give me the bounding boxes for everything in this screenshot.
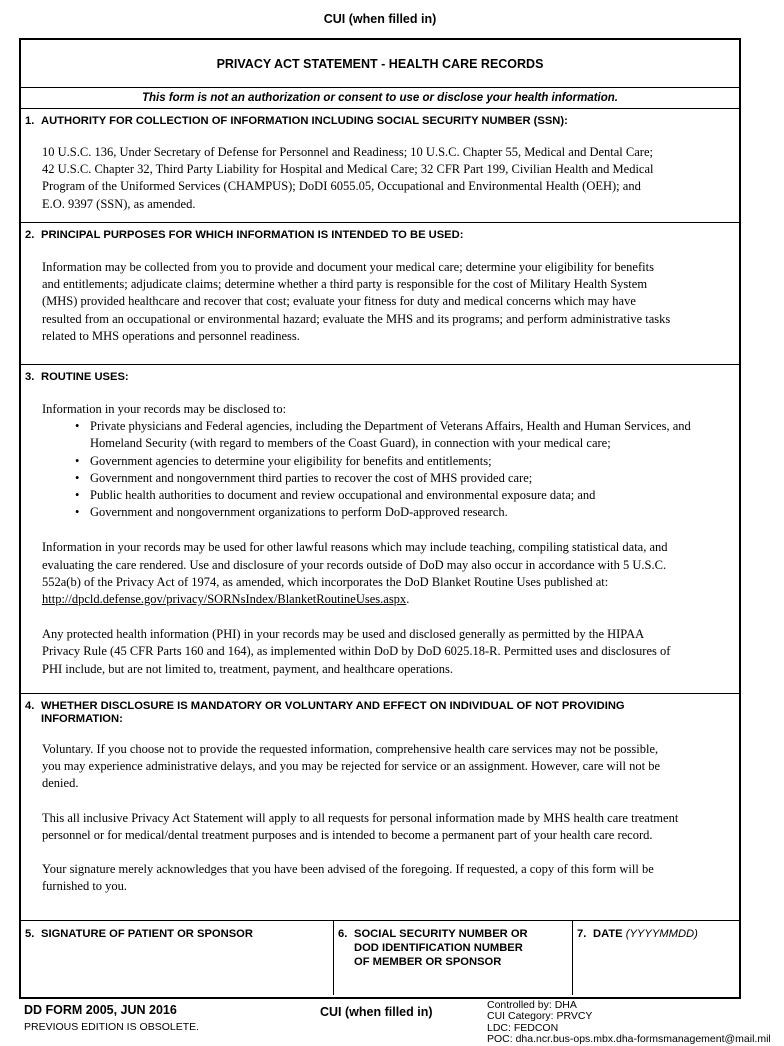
text-line: Any protected health information (PHI) in your records may be used and disclosed generally as permitted by the HIPAA (42, 627, 645, 642)
field-number: 7. (577, 928, 587, 940)
section-body (21, 726, 739, 895)
date-field[interactable] (573, 921, 739, 995)
form-disclaimer: This form is not an authorization or consent to use or disclose your health information. (21, 88, 739, 109)
section-body (21, 242, 739, 345)
ssn-dod-id-field[interactable] (334, 921, 573, 995)
text-line: denied. (42, 776, 79, 791)
text-line: related to MHS operations and personnel readiness. (42, 328, 300, 343)
text-line: • Government and nongovernment organizations to perform DoD-approved research. (90, 505, 508, 520)
cui-category: CUI Category: PRVCY (487, 1010, 593, 1023)
section-title: AUTHORITY FOR COLLECTION OF INFORMATION INCLUDING SOCIAL SECURITY NUMBER (SSN): (41, 115, 568, 127)
section-body (21, 128, 739, 213)
text-line: resulted from an occupational or environmental hazard; evaluate the MHS and its programs; and perform administrative tasks (42, 311, 671, 326)
section-heading (21, 223, 739, 242)
list-item (69, 504, 733, 521)
field-label: OF MEMBER OR SPONSOR (354, 956, 502, 968)
text-fragment: . (406, 592, 410, 607)
cui-marking-top: CUI (when filled in) (323, 12, 437, 26)
section-heading (21, 365, 739, 384)
signature-field[interactable] (21, 921, 334, 995)
text-line: evaluating the care rendered. Use and disclosure of your records outside of DoD may also occur in accordance with 5 U.S.C. (42, 557, 667, 572)
text-line: • Government and nongovernment third parties to recover the cost of MHS provided care; (90, 470, 533, 485)
section-title-continued: INFORMATION: (41, 713, 123, 725)
text-line: • Public health authorities to document and review occupational and environmental exposure data; and (90, 488, 596, 503)
section-disclosure (21, 694, 739, 921)
text-line: Privacy Rule (45 CFR Parts 160 and 164), as implemented within DoD by DoD 6025.18-R. Permitted uses and disclosures of (42, 644, 671, 659)
section-heading (21, 694, 739, 726)
routine-uses-list (42, 418, 733, 521)
signature-row (21, 921, 739, 995)
edition-note: PREVIOUS EDITION IS OBSOLETE. (24, 1021, 200, 1033)
section-principal-purposes (21, 223, 739, 365)
section-title: PRINCIPAL PURPOSES FOR WHICH INFORMATION IS INTENDED TO BE USED: (41, 229, 464, 241)
section-title: ROUTINE USES: (41, 371, 129, 383)
text-line: E.O. 9397 (SSN), as amended. (42, 196, 196, 211)
footer-form-info (24, 1003, 199, 1033)
section-number: 4. (25, 700, 35, 712)
text-line: and entitlements; adjudicate claims; determine whether a third party is responsible for the cost of Military Health System (42, 277, 648, 292)
section-body (21, 384, 739, 678)
text-line: • Government agencies to determine your eligibility for benefits and entitlements; (90, 453, 492, 468)
text-line: furnished to you. (42, 879, 128, 894)
text-line: Information may be collected from you to provide and document your medical care; determine your eligibility for benefits (42, 260, 654, 274)
text-line: personnel or for medical/dental treatment purposes and is intended to become a permanent part of your health care record. (42, 827, 653, 842)
text-line: This all inclusive Privacy Act Statement will apply to all requests for personal information made by MHS health care treatment (42, 810, 679, 825)
text-line: Homeland Security (with regard to members of the Coast Guard), in connection with your medical care; (90, 436, 611, 451)
field-label: DATE (593, 928, 623, 940)
field-number: 6. (338, 928, 348, 940)
poc: POC: dha.ncr.bus-ops.mbx.dha-formsmanagement@mail.mil (487, 1032, 771, 1045)
text-line: 552a(b) of the Privacy Act of 1974, as amended, which incorporates the DoD Blanket Routine Uses published at: (42, 574, 609, 589)
blanket-routine-uses-link[interactable]: http://dpcld.defense.gov/privacy/SORNsIndex/BlanketRoutineUses.aspx (42, 592, 407, 607)
field-number: 5. (25, 928, 35, 940)
text-line: you may experience administrative delays, and you may be rejected for service or an assignment. However, care will not be (42, 759, 661, 774)
section-title: WHETHER DISCLOSURE IS MANDATORY OR VOLUNTARY AND EFFECT ON INDIVIDUAL OF NOT PROVIDING (41, 700, 625, 712)
field-label: SIGNATURE OF PATIENT OR SPONSOR (41, 928, 253, 940)
section-number: 1. (25, 115, 35, 127)
form-frame (19, 38, 741, 999)
list-item (69, 487, 733, 504)
section-number: 3. (25, 371, 35, 383)
text-line: Information in your records may be used for other lawful reasons which may include teaching, compiling statistical data, and (42, 540, 668, 555)
text-line: 42 U.S.C. Chapter 32, Third Party Liability for Hospital and Medical Care; 32 CFR Part 199, Civilian Health and Medical (42, 162, 654, 177)
list-item (69, 418, 733, 452)
form-id: DD FORM 2005, JUN 2016 (24, 1003, 177, 1017)
section-heading (21, 109, 739, 128)
controlled-by: Controlled by: DHA (487, 999, 577, 1011)
section-number: 2. (25, 229, 35, 241)
text-line: Program of the Uniformed Services (CHAMPUS); DoDI 6055.05, Occupational and Environmental Health (OEH); and (42, 179, 641, 194)
ldc: LDC: FEDCON (487, 1021, 559, 1034)
list-item (69, 453, 733, 470)
cui-marking-bottom: CUI (when filled in) (320, 1005, 433, 1019)
form-title: PRIVACY ACT STATEMENT - HEALTH CARE RECORDS (21, 40, 739, 88)
field-label: SOCIAL SECURITY NUMBER OR (354, 928, 528, 940)
field-label: DOD IDENTIFICATION NUMBER (354, 942, 523, 954)
text-line: Information in your records may be disclosed to: (42, 402, 287, 416)
date-format-hint: (YYYYMMDD) (625, 928, 698, 940)
text-line: Your signature merely acknowledges that you have been advised of the foregoing. If requested, a copy of this form will be (42, 862, 654, 877)
text-line: PHI include, but are not limited to, treatment, payment, and healthcare operations. (42, 661, 453, 676)
section-authority (21, 109, 739, 223)
cui-designation-block (487, 1000, 771, 1045)
section-routine-uses (21, 365, 739, 694)
text-line: 10 U.S.C. 136, Under Secretary of Defense for Personnel and Readiness; 10 U.S.C. Chapter 55, Medical and Dental Care; (42, 145, 653, 159)
text-line: Voluntary. If you choose not to provide the requested information, comprehensive health care services may not be possible, (42, 742, 659, 756)
list-item (69, 470, 733, 487)
text-line: • Private physicians and Federal agencies, including the Department of Veterans Affairs, Health and Human Services, and (90, 419, 691, 434)
text-line: (MHS) provided healthcare and recover that cost; evaluate your fitness for duty and medical concerns which may have (42, 294, 636, 309)
